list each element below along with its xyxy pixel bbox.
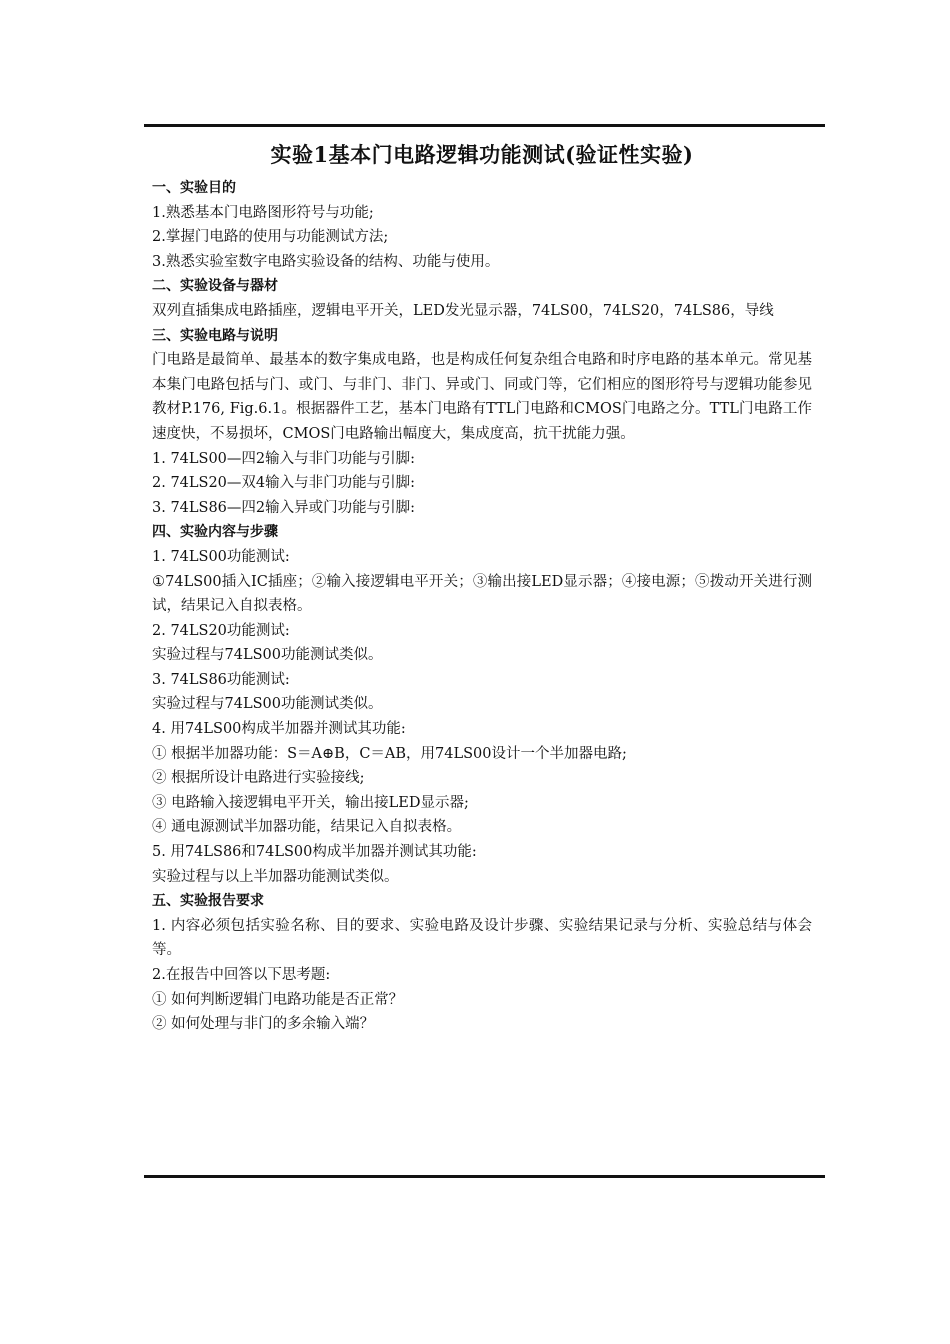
report-item: 1. 内容必须包括实验名称、目的要求、实验电路及设计步骤、实验结果记录与分析、实验总结与体会等。 [152, 917, 812, 959]
procedure-item: ③ 电路输入接逻辑电平开关，输出接LED显示器; [152, 794, 469, 811]
procedure-item: 实验过程与以上半加器功能测试类似。 [152, 868, 399, 885]
report-item: 2.在报告中回答以下思考题: [152, 967, 331, 983]
section-heading-purpose: 一、实验目的 [152, 180, 236, 196]
circuit-paragraph: 门电路是最简单、最基本的数字集成电路，也是构成任何复杂组合电路和时序电路的基本单元。常见基本集门电路包括与门、或门、与非门、非门、异或门、同或门等，它们相应的图形符号与逻辑功能参见教材P.176, Fig.6.1。根据器件工艺，基本门电路有TTL门电路和CMOS门电路之分。TTL门电路工作速度快，不易损坏，CMOS门电路输出幅度大，集成度高，抗干扰能力强。 [152, 352, 812, 442]
procedure-item: 3. 74LS86功能测试: [152, 671, 290, 688]
document-body [152, 138, 812, 1037]
procedure-item: 4. 用74LS00构成半加器并测试其功能: [152, 721, 406, 738]
procedure-item: ① 根据半加器功能：S＝A⊕B，C＝AB，用74LS00设计一个半加器电路; [152, 745, 627, 762]
equipment-paragraph: 双列直插集成电路插座，逻辑电平开关，LED发光显示器，74LS00，74LS20，74LS86，导线 [152, 302, 774, 319]
procedure-item: ② 根据所设计电路进行实验接线; [152, 770, 365, 787]
procedure-item: ④ 通电源测试半加器功能，结果记入自拟表格。 [152, 819, 462, 836]
procedure-item: 5. 用74LS86和74LS00构成半加器并测试其功能: [152, 844, 477, 861]
section-heading-equipment: 二、实验设备与器材 [152, 278, 278, 295]
chip-item: 2. 74LS20—双4输入与非门功能与引脚: [152, 475, 416, 492]
procedure-item: ①74LS00插入IC插座；②输入接逻辑电平开关；③输出接LED显示器；④接电源；⑤拨动开关进行测试，结果记入自拟表格。 [152, 573, 812, 615]
procedure-item: 实验过程与74LS00功能测试类似。 [152, 647, 383, 664]
document-title: 实验1基本门电路逻辑功能测试(验证性实验) [270, 142, 694, 167]
section-heading-circuit: 三、实验电路与说明 [152, 327, 278, 344]
procedure-item: 实验过程与74LS00功能测试类似。 [152, 696, 383, 713]
chip-item: 1. 74LS00—四2输入与非门功能与引脚: [152, 450, 416, 467]
top-rule [144, 124, 825, 127]
section-heading-report: 五、实验报告要求 [152, 893, 264, 910]
section-heading-procedure: 四、实验内容与步骤 [152, 524, 278, 541]
report-question: ① 如何判断逻辑门电路功能是否正常？ [152, 991, 404, 1008]
bottom-rule [144, 1175, 825, 1178]
purpose-item: 2.掌握门电路的使用与功能测试方法; [152, 229, 389, 246]
procedure-item: 2. 74LS20功能测试: [152, 622, 290, 639]
report-question: ② 如何处理与非门的多余输入端？ [152, 1016, 375, 1033]
purpose-item: 1.熟悉基本门电路图形符号与功能; [152, 204, 374, 221]
procedure-item: 1. 74LS00功能测试: [152, 548, 290, 565]
purpose-item: 3.熟悉实验室数字电路实验设备的结构、功能与使用。 [152, 253, 500, 270]
chip-item: 3. 74LS86—四2输入异或门功能与引脚: [152, 499, 416, 516]
